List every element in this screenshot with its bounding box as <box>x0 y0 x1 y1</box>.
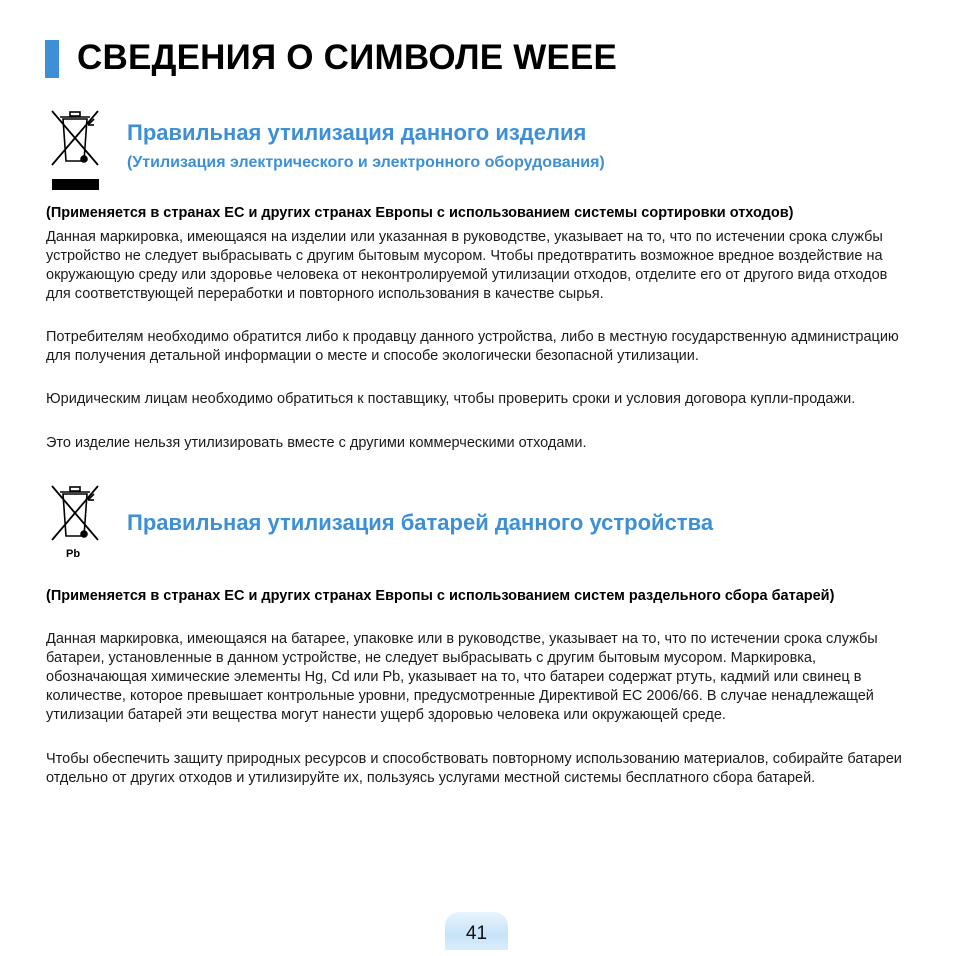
section1-paragraph: Потребителям необходимо обратится либо к продавцу данного устройства, либо в местную государственную администрацию для получения детальной информации о месте и способе экологически безопасной утилизации. <box>46 329 899 364</box>
section1-paragraph: Это изделие нельзя утилизировать вместе с другими коммерческими отходами. <box>46 435 587 451</box>
section2-paragraph: Чтобы обеспечить защиту природных ресурсов и способствовать повторному использованию материалов, собирайте батареи отдельно от других отходов и утилизируйте их, пользуясь услугами местной системы бесплатного сбора батарей. <box>46 751 902 786</box>
page-title: СВЕДЕНИЯ О СИМВОЛЕ WEEE <box>77 38 618 77</box>
section2-paragraph: Данная маркировка, имеющаяся на батарее, упаковке или в руководстве, указывает на то, что по истечении срока службы батареи, установленные в данном устройстве, не следует выбрасывать с другим бытовым мусором. Маркировка, обозначающая химические элементы Hg, Cd или Pb, указывает на то, что батареи содержат ртуть, кадмий или свинец в количестве, которое превышает контрольные уровни, предусмотренные Директивой ЕС 2006/66. В случае ненадлежащей утилизации батарей эти вещества могут нанести ущерб здоровью человека или окружающей среде. <box>46 631 878 723</box>
section1-heading: Правильная утилизация данного изделия <box>127 120 587 145</box>
section1-paragraph: Юридическим лицам необходимо обратиться к поставщику, чтобы проверить сроки и условия договора купли-продажи. <box>46 391 856 407</box>
crossed-out-bin-pb-icon <box>50 484 102 544</box>
section1-paragraph: Данная маркировка, имеющаяся на изделии или указанная в руководстве, указывает на то, что по истечении срока службы устройство не следует выбрасывать с другим бытовым мусором. Чтобы предотвратить возможное вредное воздействие на окружающую среду или здоровье человека от неконтролируемой утилизации отходов, отделите его от другого вида отходов для соответствующей переработки и повторного использования в качестве сырья. <box>46 229 888 302</box>
title-accent-bar <box>45 40 59 78</box>
section1-subheading: (Утилизация электрического и электронного оборудования) <box>127 154 605 171</box>
page-number: 41 <box>445 912 508 950</box>
section1-scope-note: (Применяется в странах ЕС и других странах Европы с использованием системы сортировки отходов) <box>46 205 794 221</box>
section2-heading: Правильная утилизация батарей данного устройства <box>127 510 714 535</box>
pb-label: Pb <box>66 548 81 560</box>
separate-collection-bar <box>52 179 99 190</box>
crossed-out-wheelie-bin-icon <box>50 109 102 169</box>
section2-scope-note: (Применяется в странах ЕС и других странах Европы с использованием систем раздельного сбора батарей) <box>46 588 835 604</box>
